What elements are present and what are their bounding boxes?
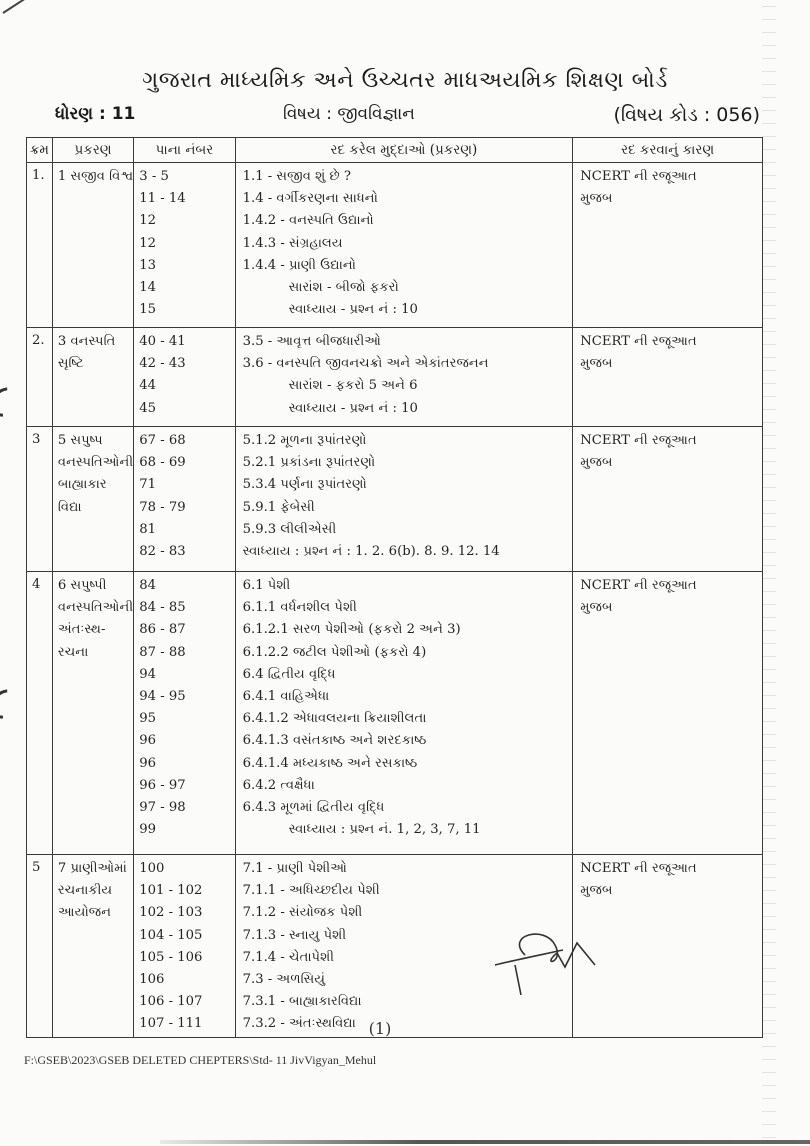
deleted-topic: 1.4.2 - વનસ્પતિ ઉદ્યાનો: [242, 213, 374, 229]
deleted-topic: 6.4.1.2 એધાવલયના ક્રિયાશીલતા: [242, 711, 427, 727]
page-range: 96 - 97: [139, 777, 186, 793]
chapter-line: 6 સપુષ્પી: [57, 578, 107, 593]
page-range: 94 - 95: [139, 689, 186, 705]
deleted-topic: 5.2.1 પ્રકાંડના રૂપાંતરણો: [242, 455, 376, 471]
chapter-line: અંતઃસ્થ-: [57, 622, 106, 638]
page-range: 101 - 102: [139, 883, 203, 899]
chapter-line: 1 સજીવ વિશ્વ: [57, 169, 134, 184]
scan-edge-noise: [762, 0, 776, 1146]
page-range: 86 - 87: [139, 622, 186, 638]
deleted-topic: 7.1.1 - અધિચ્છદીય પેશી: [242, 883, 380, 899]
chapter-line: રચના: [57, 644, 89, 660]
cell-reason: [573, 163, 763, 328]
page-range: 100: [139, 861, 165, 876]
chapter-line: વનસ્પતિઓની: [57, 600, 134, 616]
table-row: [27, 328, 763, 427]
page-range: 102 - 103: [139, 905, 203, 921]
col-header-pages: પાના નંબર: [134, 138, 235, 163]
deleted-topic: 1.4.4 - પ્રાણી ઉદ્યાનો: [242, 257, 356, 273]
page-range: 14: [139, 280, 157, 296]
deleted-topic: 3.6 - વનસ્પતિ જીવનચક્રો અને એકાંતરજનન: [242, 356, 489, 372]
deleted-topic: 7.3 - અળસિયું: [242, 972, 326, 988]
page-range: 84 - 85: [139, 600, 186, 616]
cell-deleted-topics: [235, 163, 573, 328]
reason-line: NCERT ની રજૂઆત: [580, 578, 697, 593]
cell-deleted-topics: [235, 427, 573, 572]
deleted-topic: 5.9.1 ફેબેસી: [242, 499, 315, 515]
cell-reason: [573, 572, 763, 855]
col-header-deleted-topics: રદ કરેલ મુદ્દાઓ (પ્રકરણ): [235, 138, 573, 163]
table-row: [27, 572, 763, 855]
chapter-line: બાહ્યાકાર: [57, 477, 107, 493]
page-range: 68 - 69: [139, 455, 186, 471]
deleted-topic: 3.5 - આવૃત્ત બીજધારીઓ: [242, 334, 382, 349]
deleted-topic: 7.1.2 - સંયોજક પેશી: [242, 905, 363, 921]
deleted-topic: 6.4.2 ત્વક્ષૈધા: [242, 777, 315, 793]
page-range: 71: [139, 477, 157, 493]
document-meta-row: [55, 104, 760, 134]
deleted-topic: 5.1.2 મૂળના રૂપાંતરણો: [242, 433, 367, 448]
cell-pages: [134, 427, 235, 572]
page-range: 94: [139, 666, 157, 682]
file-path: F:\GSEB\2023\GSEB DELETED CHEPTERS\Std- 11 JivVigyan_Mehul: [24, 1053, 377, 1067]
page-range: 12: [139, 213, 157, 229]
deleted-topic: 6.4.1 વાહિએધા: [242, 689, 330, 705]
standard-label: ધોરણ : 11: [55, 104, 136, 124]
chapter-line: વનસ્પતિઓની: [57, 455, 134, 471]
signature: [495, 925, 605, 1005]
page-range: 99: [139, 822, 157, 838]
col-header-sr: ક્રમ: [27, 138, 53, 163]
deleted-topic: 5.3.4 પર્ણના રૂપાંતરણો: [242, 477, 367, 493]
deleted-topic: 7.1.3 - સ્નાયુ પેશી: [242, 927, 347, 943]
deleted-topic: 7.3.2 - અંતઃસ્થવિદ્યા: [242, 1016, 356, 1032]
page-range: 13: [139, 257, 157, 273]
cell-deleted-topics: [235, 328, 573, 427]
page-range: 106: [139, 972, 165, 988]
page-range: 11 - 14: [139, 191, 186, 207]
reason-line: મુજબ: [580, 191, 613, 207]
deleted-topic: 6.4 દ્વિતીય વૃદ્ધિ: [242, 666, 336, 682]
reason-line: મુજબ: [580, 883, 613, 899]
deleted-topic: સારાંશ - ફકરો 5 અને 6: [288, 378, 418, 394]
page-range: 104 - 105: [139, 927, 203, 943]
reason-line: NCERT ની રજૂઆત: [580, 169, 697, 184]
reason-line: NCERT ની રજૂઆત: [580, 861, 697, 876]
cell-sr: 5: [27, 855, 53, 1038]
page-range: 96: [139, 755, 157, 771]
chapter-line: રચનાકીય: [57, 883, 113, 899]
deleted-topic: 1.1 - સજીવ શું છે ?: [242, 169, 351, 184]
cell-reason: [573, 427, 763, 572]
page-range: 95: [139, 711, 157, 727]
deleted-topic: સારાંશ - બીજો ફકરો: [288, 280, 399, 296]
cell-sr: 1.: [27, 163, 53, 328]
page-range: 105 - 106: [139, 949, 203, 965]
page-range: 106 - 107: [139, 994, 203, 1010]
deleted-topics-table: [26, 137, 763, 1038]
page-range: 40 - 41: [139, 334, 186, 349]
cell-chapter: [52, 328, 133, 427]
col-header-reason: રદ કરવાનું કારણ: [573, 138, 763, 163]
cell-sr: 4: [27, 572, 53, 855]
deleted-topic: 6.4.3 મૂળમાં દ્વિતીય વૃદ્ધિ: [242, 800, 385, 816]
chapter-line: આયોજન: [57, 905, 112, 921]
page-number: (1): [368, 1019, 392, 1038]
deleted-topic: 6.1.2.2 જટીલ પેશીઓ (ફકરો 4): [242, 644, 427, 660]
deleted-topic: સ્વાધ્યાય - પ્રશ્ન નં : 10: [288, 302, 418, 318]
subject-code-label: (વિષય કોડ : 056): [613, 104, 760, 126]
table-header-row: [27, 138, 763, 163]
cell-sr: 2.: [27, 328, 53, 427]
page-range: 97 - 98: [139, 800, 186, 816]
page-range: 67 - 68: [139, 433, 186, 448]
chapter-line: વિદ્યા: [57, 499, 82, 515]
scan-bottom-edge: [160, 1140, 810, 1144]
page-range: 82 - 83: [139, 544, 186, 560]
deleted-topic: 7.1.4 - ચેતાપેશી: [242, 949, 335, 965]
col-header-chapter: પ્રકરણ: [52, 138, 133, 163]
reason-line: મુજબ: [580, 455, 613, 471]
cell-pages: [134, 328, 235, 427]
deleted-topic: સ્વાધ્યાય : પ્રશ્ન નં : 1. 2. 6(b). 8. 9. 12. 14: [242, 544, 500, 560]
page-range: 96: [139, 733, 157, 749]
reason-line: મુજબ: [580, 356, 613, 372]
deleted-topic: 6.4.1.4 મધ્યકાષ્ઠ અને રસકાષ્ઠ: [242, 755, 418, 771]
page-range: 84: [139, 578, 157, 593]
subject-label: વિષય : જીવવિજ્ઞાન: [283, 104, 415, 124]
cell-chapter: [52, 427, 133, 572]
deleted-topic: 6.4.1.3 વસંતકાષ્ઠ અને શરદકાષ્ઠ: [242, 733, 427, 749]
page-range: 42 - 43: [139, 356, 186, 372]
page-range: 81: [139, 521, 157, 537]
page-range: 3 - 5: [139, 169, 169, 184]
page-range: 87 - 88: [139, 644, 186, 660]
deleted-topic: 6.1.2.1 સરળ પેશીઓ (ફકરો 2 અને 3): [242, 622, 461, 638]
page-range: 78 - 79: [139, 499, 186, 515]
page-range: 15: [139, 302, 157, 318]
punch-hole-bottom: [0, 683, 26, 724]
cell-chapter: [52, 855, 133, 1038]
chapter-line: 3 વનસ્પતિ: [57, 334, 116, 349]
board-title: ગુજરાત માધ્યમિક અને ઉચ્ચતર માધઅયમિક શિક્ષણ બોર્ડ: [142, 68, 668, 93]
reason-line: મુજબ: [580, 600, 613, 616]
page-range: 45: [139, 400, 157, 416]
cell-chapter: [52, 572, 133, 855]
table-row: [27, 427, 763, 572]
scan-stray-mark: [2, 0, 28, 14]
chapter-line: 7 પ્રાણીઓમાં: [57, 861, 127, 876]
page-range: 12: [139, 235, 157, 251]
cell-chapter: [52, 163, 133, 328]
page-range: 44: [139, 378, 157, 394]
deleted-topic: 7.1 - પ્રાણી પેશીઓ: [242, 861, 347, 876]
reason-line: NCERT ની રજૂઆત: [580, 334, 697, 349]
chapter-line: 5 સપુષ્પ: [57, 433, 103, 448]
punch-hole-top: [0, 381, 26, 422]
chapter-line: સૃષ્ટિ: [57, 356, 84, 372]
cell-pages: [134, 163, 235, 328]
deleted-topic: 6.1.1 વર્ધનશીલ પેશી: [242, 600, 357, 616]
page-range: 107 - 111: [139, 1016, 203, 1032]
deleted-topic: 1.4 - વર્ગીકરણના સાધનો: [242, 191, 378, 207]
deleted-topic: 7.3.1 - બાહ્યાકારવિદ્યા: [242, 994, 362, 1010]
table-row: [27, 855, 763, 1038]
deleted-topic: 6.1 પેશી: [242, 578, 291, 593]
table-row: [27, 163, 763, 328]
cell-pages: [134, 855, 235, 1038]
reason-line: NCERT ની રજૂઆત: [580, 433, 697, 448]
cell-reason: [573, 328, 763, 427]
cell-sr: 3: [27, 427, 53, 572]
cell-pages: [134, 572, 235, 855]
deleted-topic: 5.9.3 લીલીએસી: [242, 521, 337, 537]
deleted-topic: સ્વાધ્યાય : પ્રશ્ન નં. 1, 2, 3, 7, 11: [288, 822, 481, 838]
cell-deleted-topics: [235, 572, 573, 855]
deleted-topic: સ્વાધ્યાય - પ્રશ્ન નં : 10: [288, 400, 418, 416]
deleted-topic: 1.4.3 - સંગ્રહાલય: [242, 235, 343, 251]
